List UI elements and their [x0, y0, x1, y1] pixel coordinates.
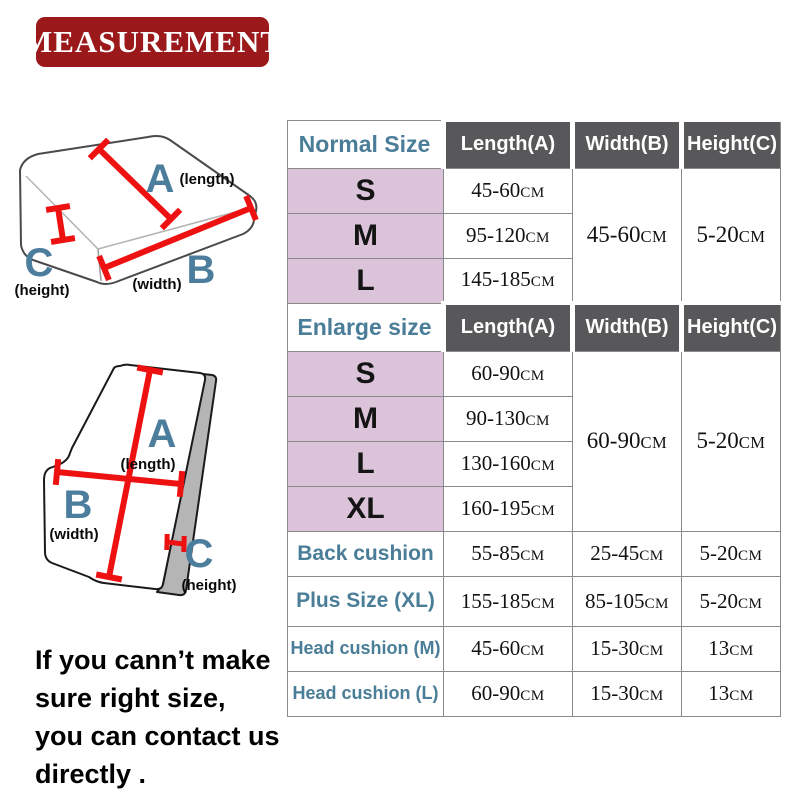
page-title: MEASUREMENT	[23, 24, 283, 59]
section-label-enlarge: Enlarge size	[288, 303, 444, 351]
unit-text: CM	[729, 643, 754, 659]
value-text: 155-185	[460, 588, 531, 613]
unit-text: CM	[525, 230, 550, 246]
label-b: B	[63, 483, 93, 527]
table-row	[288, 576, 781, 626]
table-row	[288, 671, 781, 716]
label-length: (length)	[120, 456, 176, 473]
height-cell	[682, 671, 781, 716]
value-text: 5-20	[699, 588, 738, 613]
length-cell	[444, 671, 573, 716]
column-header-length: Length(A)	[444, 120, 573, 168]
table-row	[288, 626, 781, 671]
width-cell	[573, 671, 682, 716]
column-header-length: Length(A)	[444, 303, 573, 351]
length-cell	[444, 486, 573, 531]
unit-text: CM	[520, 368, 545, 384]
unit-text: CM	[737, 595, 763, 612]
length-cell	[444, 168, 573, 213]
title-badge	[23, 17, 283, 67]
length-cell	[444, 258, 573, 303]
length-cell	[444, 441, 573, 486]
length-cell	[444, 626, 573, 671]
label-width: (width)	[49, 526, 99, 543]
unit-text: CM	[639, 548, 664, 564]
width-cell	[573, 626, 682, 671]
label-a: A	[145, 157, 175, 201]
unit-text: CM	[530, 274, 556, 291]
label-c: C	[24, 241, 54, 285]
label-width: (width)	[132, 276, 182, 293]
value-text: 85-105	[584, 588, 645, 613]
size-cell: XL	[288, 486, 444, 531]
size-cell: S	[288, 351, 444, 396]
value-text: 5-20	[699, 541, 738, 565]
unit-text: CM	[530, 503, 556, 519]
value-text: 45-60	[586, 221, 641, 247]
label-c: C	[184, 532, 214, 576]
length-cell	[444, 351, 573, 396]
value-text: 5-20	[696, 428, 739, 453]
width-merged-cell	[573, 168, 682, 303]
table-row	[288, 168, 781, 213]
note-line: you can contact us	[35, 721, 280, 751]
value-text: 160-195	[460, 496, 531, 520]
unit-text: CM	[520, 688, 545, 704]
unit-text: CM	[738, 226, 766, 246]
unit-text: CM	[520, 185, 545, 201]
unit-text: CM	[639, 688, 664, 704]
unit-text: CM	[530, 458, 556, 474]
note-line: directly .	[35, 759, 147, 789]
unit-text: CM	[738, 433, 766, 452]
value-text: 5-20	[696, 221, 739, 247]
value-text: 60-90	[471, 681, 521, 705]
note-line: If you cann’t make	[35, 645, 271, 675]
unit-text: CM	[729, 688, 754, 704]
height-merged-cell	[682, 168, 781, 303]
size-cell: L	[288, 258, 444, 303]
height-cell	[682, 626, 781, 671]
width-cell	[573, 576, 682, 626]
contact-note	[35, 641, 295, 793]
column-header-width: Width(B)	[573, 120, 682, 168]
value-text: 45-60	[471, 636, 521, 660]
value-text: 145-185	[460, 267, 531, 292]
unit-text: CM	[520, 548, 545, 564]
unit-text: CM	[530, 595, 556, 612]
label-height: (height)	[181, 577, 237, 594]
label-b: B	[186, 248, 216, 292]
label-a: A	[147, 412, 177, 456]
unit-text: CM	[640, 226, 668, 246]
value-text: 15-30	[590, 681, 640, 705]
width-cell	[573, 531, 682, 576]
height-merged-cell	[682, 351, 781, 531]
value-text: 95-120	[465, 223, 526, 247]
column-header-height: Height(C)	[682, 303, 781, 351]
back-cushion-diagram	[0, 330, 280, 620]
row-label: Plus Size (XL)	[288, 576, 444, 626]
row-label: Back cushion	[288, 531, 444, 576]
unit-text: CM	[639, 643, 664, 659]
value-text: 15-30	[590, 636, 640, 660]
width-merged-cell	[573, 351, 682, 531]
value-text: 130-160	[460, 451, 531, 475]
label-length: (length)	[179, 171, 235, 188]
table-header-normal	[288, 120, 781, 168]
size-cell: M	[288, 213, 444, 258]
size-cell: M	[288, 396, 444, 441]
size-cell: L	[288, 441, 444, 486]
table-row	[288, 351, 781, 396]
length-cell	[444, 396, 573, 441]
seat-cushion-diagram	[0, 108, 280, 320]
length-cell	[444, 576, 573, 626]
value-text: 25-45	[590, 541, 640, 565]
unit-text: CM	[640, 433, 668, 452]
height-cell	[682, 531, 781, 576]
column-header-width: Width(B)	[573, 303, 682, 351]
row-label: Head cushion (L)	[288, 671, 444, 716]
unit-text: CM	[520, 643, 545, 659]
value-text: 13	[708, 681, 730, 705]
value-text: 45-60	[471, 178, 521, 202]
length-cell	[444, 531, 573, 576]
column-header-height: Height(C)	[682, 120, 781, 168]
value-text: 60-90	[471, 361, 521, 385]
unit-text: CM	[525, 413, 550, 429]
value-text: 90-130	[465, 406, 526, 430]
value-text: 55-85	[471, 541, 521, 565]
label-height: (height)	[14, 282, 70, 299]
length-cell	[444, 213, 573, 258]
size-cell: S	[288, 168, 444, 213]
unit-text: CM	[644, 595, 669, 612]
row-label: Head cushion (M)	[288, 626, 444, 671]
size-table	[287, 118, 781, 717]
table-row	[288, 531, 781, 576]
section-label-normal: Normal Size	[288, 120, 444, 168]
value-text: 13	[708, 636, 730, 660]
height-cell	[682, 576, 781, 626]
note-line: sure right size,	[35, 683, 226, 713]
value-text: 60-90	[586, 428, 641, 453]
table-header-enlarge	[288, 303, 781, 351]
unit-text: CM	[737, 548, 763, 564]
